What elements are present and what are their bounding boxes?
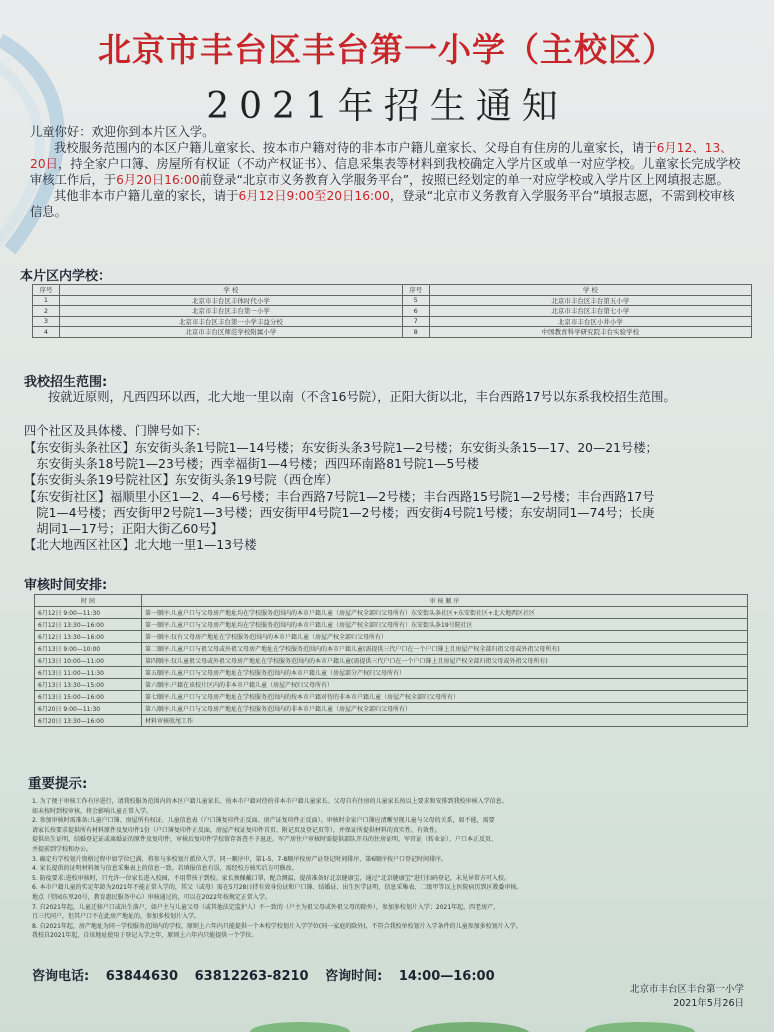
- school-name: 北京市丰台区丰体时代小学: [60, 295, 403, 306]
- schedule-row: [35, 643, 748, 655]
- note-line: 且三代同户，但其户口不在此房产地址的，参加多校划片入学。: [32, 913, 201, 921]
- schedule-time: 6月13日 9:00—10:00: [35, 643, 142, 655]
- school-row: [33, 295, 752, 306]
- notes-heading: 重要提示:: [28, 776, 88, 792]
- greeting: 儿童你好：欢迎你到本片区入学。: [30, 125, 215, 139]
- phone-1: 63844630: [105, 969, 179, 984]
- schools-table: 序号 学 校 序号 学 校 1 北京市丰台区丰体时代小学 5 北京市丰台区丰台第五小学 2 北京市丰台区丰台第一小学 6 北京市丰台区丰台第七小学 3 北京市丰台区丰台第一小学丰益分校 7 北京市丰台区小井小学 4 北京市丰台区师范学校附属小学 8 中国教育科学研究院丰台实验学校: [32, 284, 752, 338]
- schedule-row: [35, 667, 748, 679]
- schedule-row: [35, 619, 748, 631]
- intro-paragraph-2: 其他非本市户籍儿童的家长，请于6月12日9:00至20日16:00，登录“北京市义务教育入学服务平台”填报志愿，不需到校审核信息。: [30, 189, 735, 219]
- online-window: 6月12日9:00至20日16:00: [238, 189, 390, 203]
- consult-time: 14:00—16:00: [398, 969, 495, 984]
- schedule-time: 6月20日 13:30—16:00: [35, 715, 142, 727]
- phone-2: 63812263-8210: [194, 969, 309, 984]
- community-line: 东安街头条18号院1—23号楼；西幸福街1—4号楼；西四环南路81号院1—5号楼: [24, 457, 479, 472]
- schedule-order: 第四顺序:仅儿童祖父母或外祖父母房产地址在学校服务范围内的本市户籍儿童(需提供三代户口在一个户口簿上且房屋产权全部归祖父母或外祖父母所有): [142, 655, 748, 667]
- schedule-order: 第五顺序:儿童户口与父母房产地址在学校服务范围内的本市户籍儿童（房屋部分产权归父母所有）: [142, 667, 748, 679]
- schedule-table: 时 间 审 核 顺 序 6月12日 9:00—11:30 第一顺序:儿童户口与父母房产地址均在学校服务范围内的本市户籍儿童（房屋产权全部归父母所有）东安街头条社区+东安街社区+北大地西区社区 6月12日 13:30—16:00 第一顺序:儿童户口与父母房产地址均在学校服务范围内的本市户籍儿童（房屋产权全部归父母所有）东安街头条19号院社区 6月12日 13:30—16:00 第一顺序:仅有父母房产地址在学校服务范围内的本市户籍儿童（房屋产权全部归父母所有） 6月13日 9:00—10:00 第二顺序:儿童户口与祖父母或外祖父母房产地址在学校服务范围内的本市户籍儿童(需提供三代户口在一个户口簿上且房屋产权全部归祖父母或外祖父母所有) 6月13日 10:00—11:00 第四顺序:仅儿童祖父母或外祖父母房产地址在学校服务范围内的本市户籍儿童(需提供三代户口在一个户口簿上且房屋产权全部归祖父母或外祖父母所有) 6月13日 11:00—11:30 第五顺序:儿童户口与父母房产地址在学校服务范围内的本市户籍儿童（房屋部分产权归父母所有） 6月13日 13:30—15:00 第六顺序:户籍在该校片区内的非本市户籍儿童（房屋产权归父母所有） 6月13日 15:00—16:00 第七顺序:儿童户口与父母房产地址在学校服务范围内的按本市户籍对待的非本市户籍儿童（房屋产权全部归父母所有） 6月20日 9:00—11:30 第八顺序:儿童户口与父母房产地址在学校服务范围内的非本市户籍儿童（房屋产权全部归父母所有） 6月20日 13:30—16:00 材料审核收尾工作: [34, 594, 748, 727]
- school-number: 7: [402, 316, 429, 327]
- community-line: 【北大地西区社区】北大地一里1—13号楼: [24, 538, 257, 553]
- schedule-row: [35, 715, 748, 727]
- note-line: 如未按时到校审核，将会影响儿童正常入学。: [32, 807, 153, 815]
- notice-title: 2021年招生通知: [206, 86, 568, 127]
- note-line: 2. 参加审核时需准备:儿童户口簿、房屋所有权证、儿童信息表（户口簿复印件正反面、房产证复印件正反面）。审核时全家户口簿应清晰呈现儿童与父母的关系，如不能，需要: [32, 817, 495, 825]
- school-number: 2: [33, 306, 60, 317]
- school-name: 北京市丰台区丰台第一小学丰益分校: [60, 316, 403, 327]
- contact-info: [32, 965, 507, 984]
- note-line: 地点（望园东里20号，教育惠民服务中心）审核通过的，可以在2022年按规定正常入学。: [32, 893, 271, 901]
- school-row: [33, 327, 752, 338]
- school-number: 3: [33, 316, 60, 327]
- intro-paragraph-1: 我校服务范围内的本区户籍儿童家长、按本市户籍对待的非本市户籍儿童家长、父母自有住房的儿童家长，请于6月12、13、20日，持全家户口簿、房屋所有权证（不动产权证书）、信息采集表等材料到我校确定入学片区或单一对应学校。儿童家长完成学校审核工作后，于6月20日16:00前登录“北京市义务教育入学服务平台”，按照已经划定的单一对应学校或入学片区上网填报志愿。: [30, 141, 741, 187]
- community-line: 【东安街头条19号院社区】东安街头条19号院（西仓库）: [24, 473, 339, 488]
- note-line: 7. 自2021年起，儿童迁移户口或出生落户，如户主与儿童父母（或其他法定监护人）不一致的（户主为祖父母或外祖父母的除外），参加多校划片入学；2021年起，四老房产，: [32, 903, 500, 911]
- school-row: [33, 316, 752, 327]
- schedule-order: 第一顺序:儿童户口与父母房产地址均在学校服务范围内的本市户籍儿童（房屋产权全部归父母所有）东安街头条19号院社区: [142, 619, 748, 631]
- signature-school: 北京市丰台区丰台第一小学: [629, 984, 744, 995]
- school-row: [33, 306, 752, 317]
- schedule-order: 第七顺序:儿童户口与父母房产地址在学校服务范围内的按本市户籍对待的非本市户籍儿童（房屋产权全部归父母所有）: [142, 691, 748, 703]
- schedule-time: 6月13日 11:00—11:30: [35, 667, 142, 679]
- schedule-time: 6月13日 15:00—16:00: [35, 691, 142, 703]
- note-line: 并提前到学校和办公。: [32, 845, 93, 853]
- schedule-time: 6月12日 9:00—11:30: [35, 607, 142, 619]
- schedule-time: 6月13日 10:00—11:00: [35, 655, 142, 667]
- school-name: 北京市丰台区丰台第五小学: [429, 295, 751, 306]
- note-line: 3. 确定有学校划片资格过程中如学位已满，将参与多校划片派位入学。同一顺序中，第1-5、7-8顺序按房产证登记时间排序，第6顺序按户口登记时间排序。: [32, 855, 448, 863]
- school-number: 1: [33, 295, 60, 306]
- schedule-time: 6月12日 13:30—16:00: [35, 619, 142, 631]
- school-name: 中国教育科学研究院丰台实验学校: [429, 327, 751, 338]
- notes-list: [32, 797, 752, 941]
- range-paragraph: 按就近原则，凡西四环以西，北大地一里以南（不含16号院），正阳大街以北，丰台西路17号以东系我校招生范围。: [48, 390, 676, 404]
- note-line: 1. 为了便于审核工作有序进行，请我校服务范围内的本区户籍儿童家长、按本市户籍对待的非本市户籍儿童家长、父母自有住房的儿童家长按以上要求和安排到我校审核入学信息。: [32, 798, 508, 805]
- school-number: 4: [33, 327, 60, 338]
- schedule-order: 材料审核收尾工作: [142, 715, 748, 727]
- schedule-time: 6月12日 13:30—16:00: [35, 631, 142, 643]
- school-name: 北京市丰台区小井小学: [429, 316, 751, 327]
- note-line: 5. 防疫要求:进校审核时，只允许一位家长进入校园，不用带孩子到校。家长须佩戴口罩，配合测温，提前准备好北京健康宝，通过“北京健康宝”进行扫码登记，未见异常方可入校。: [32, 874, 510, 882]
- schedule-order: 第二顺序:儿童户口与祖父母或外祖父母房产地址在学校服务范围内的本市户籍儿童(需提供三代户口在一个户口簿上且房屋产权全部归祖父母或外祖父母所有): [142, 643, 748, 655]
- note-line: 8. 自2021年起，房产地址为同一学校服务范围内的学校，原则上六年内只能提供一个本校学校划片入学学位(同一家庭的除外)，不符合我校单校划片入学条件的儿童参加多校划片入学。: [32, 922, 522, 930]
- schedule-row: [35, 691, 748, 703]
- time-label: 咨询时间:: [325, 969, 383, 984]
- range-heading: 我校招生范围:: [24, 375, 108, 390]
- schedule-order: 第一顺序:仅有父母房产地址在学校服务范围内的本市户籍儿童（房屋产权全部归父母所有）: [142, 631, 748, 643]
- schedule-order: 第八顺序:儿童户口与父母房产地址在学校服务范围内的非本市户籍儿童（房屋产权全部归父母所有）: [142, 703, 748, 715]
- schools-heading: 本片区内学校：: [20, 269, 112, 284]
- community-list: [24, 440, 759, 553]
- community-line: 院1—4号楼；西安街甲2号院1—3号楼；西安街甲4号院1—2号楼；西安街4号院1号楼；东安胡同1—74号；长庚: [24, 505, 655, 520]
- community-line: 【东安街社区】福顺里小区1—2、4—6号楼；丰台西路7号院1—2号楼；丰台西路15号院1—2号楼；丰台西路17号: [24, 489, 655, 504]
- deadline: 6月20日16:00: [116, 173, 200, 187]
- intro-section: [30, 124, 742, 220]
- school-number: 5: [402, 295, 429, 306]
- community-intro: 四个社区及具体楼、门牌号如下:: [24, 424, 201, 438]
- review-dates: 6月12、13、20日: [30, 141, 733, 171]
- schedule-heading: 审核时间安排:: [24, 578, 108, 593]
- note-line: 6. 本市户籍儿童的实足年龄为2021年不能正常入学的，其父（或母）需在5月28日持有效身份证和户口簿、结婚证、出生医学证明、信息采集表、二级甲等以上医院病历到区教委审核。: [32, 884, 523, 892]
- schedule-row: [35, 703, 748, 715]
- school-name: 北京市丰台区丰台第七小学: [429, 306, 751, 317]
- signature-date: 2021年5月26日: [673, 998, 744, 1009]
- schedule-order: 第六顺序:户籍在该校片区内的非本市户籍儿童（房屋产权归父母所有）: [142, 679, 748, 691]
- note-line: 请家长按要求提供所有材料原件及复印件1份（户口簿复印件正反面，房屋产权证复印件首页、附记页及登记页等），并保证所提供材料的真实性、有效性。: [32, 826, 441, 834]
- schedule-time: 6月13日 13:30—15:00: [35, 679, 142, 691]
- school-title: 北京市丰台区丰台第一小学（主校区）: [98, 30, 676, 69]
- bottom-decoration: [0, 1010, 774, 1032]
- schedule-row: [35, 655, 748, 667]
- school-name: 北京市丰台区师范学校附属小学: [60, 327, 403, 338]
- note-line: 我校自2021年起，自该地址使用于登记入学之年，原则上六年内只能提供一个学位。: [32, 932, 258, 940]
- school-number: 8: [402, 327, 429, 338]
- phone-label: 咨询电话:: [32, 969, 90, 984]
- community-line: 【东安街头条社区】东安街头条1号院1—14号楼；东安街头条3号院1—2号楼；东安街头条15—17、20—21号楼；: [24, 441, 658, 455]
- schedule-row: [35, 679, 748, 691]
- school-name: 北京市丰台区丰台第一小学: [60, 306, 403, 317]
- note-line: 提供出生证明、结婚登记证或离婚证的原件及复印件，审核后复印件学校留存备查不予退还。军产房住户审核时需提供部队开具的住房证明、军官证（转业证）、户口本正反页、: [32, 836, 498, 844]
- schedule-time: 6月20日 9:00—11:30: [35, 703, 142, 715]
- school-number: 6: [402, 306, 429, 317]
- community-line: 胡同1—17号；正阳大街乙60号】: [24, 522, 223, 537]
- signature: [630, 983, 744, 1011]
- note-line: 4. 家长提供的证明材料须与信息采集表上的信息一致。若填报信息有误，需经校方核实后方可修改。: [32, 865, 298, 873]
- schedule-order: 第一顺序:儿童户口与父母房产地址均在学校服务范围内的本市户籍儿童（房屋产权全部归父母所有）东安街头条社区+东安街社区+北大地西区社区: [142, 607, 748, 619]
- schedule-row: [35, 631, 748, 643]
- schedule-row: [35, 607, 748, 619]
